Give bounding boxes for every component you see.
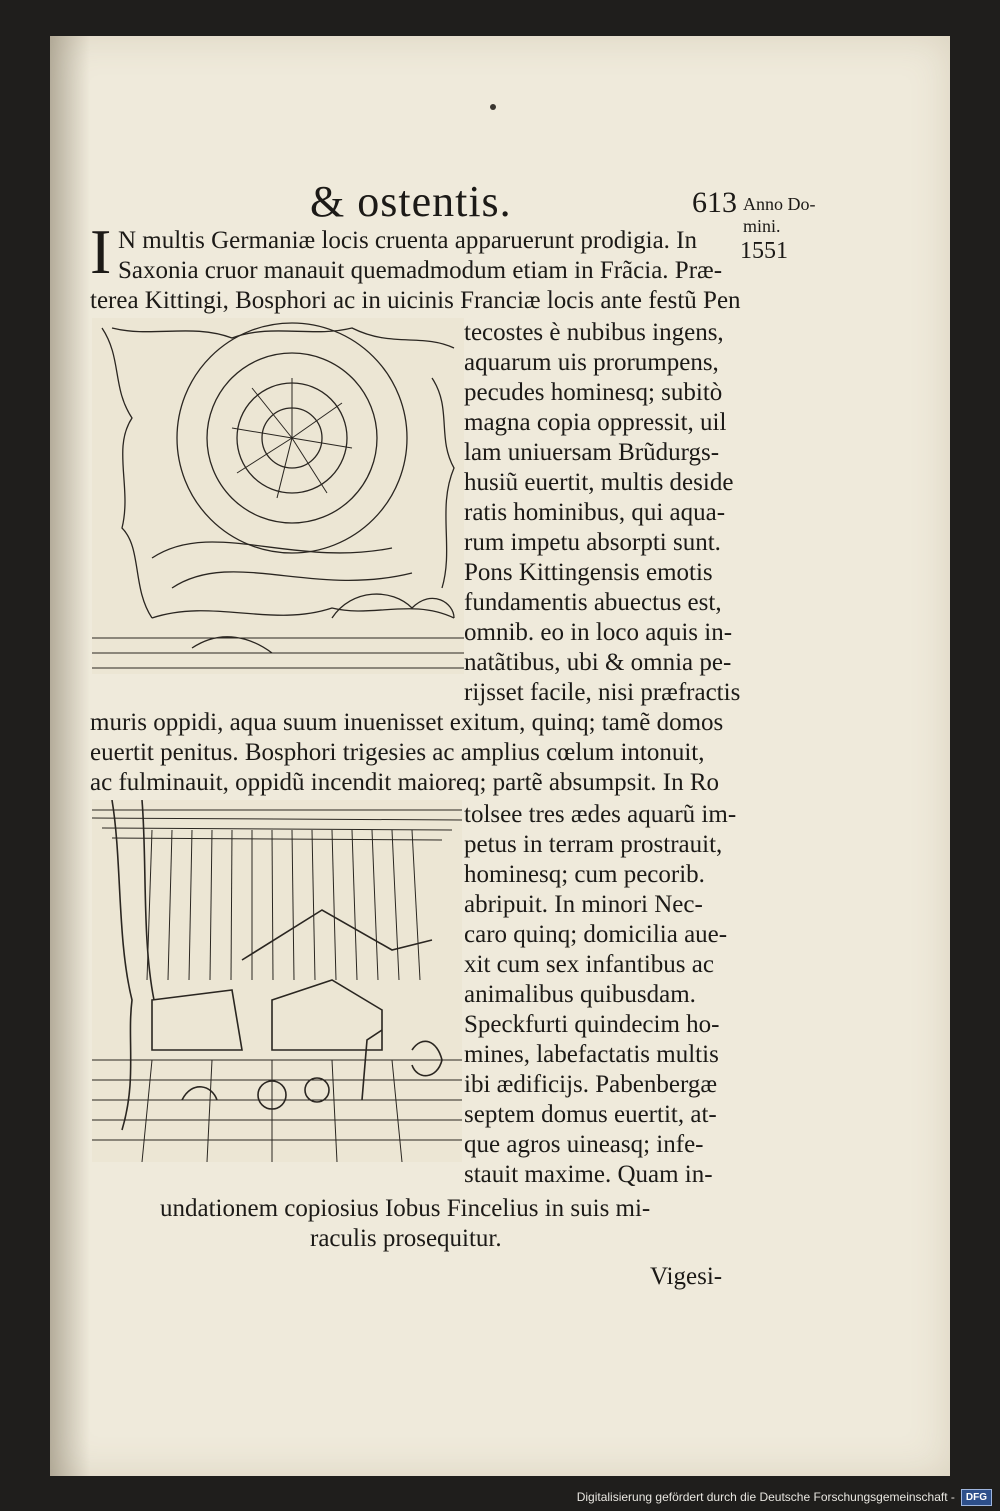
- text-line: pecudes hominesq; subitò: [464, 379, 723, 406]
- text-line: septem domus euertit, at-: [464, 1101, 717, 1128]
- text-line: muris oppidi, aqua suum inuenisset exitum, quinq; tamẽ domos: [90, 709, 724, 736]
- text-line: stauit maxime. Quam in-: [464, 1161, 713, 1188]
- text-line: N multis Germaniæ locis cruenta apparuerunt prodigia. In: [118, 227, 698, 254]
- text-line: ibi ædificijs. Pabenbergæ: [464, 1071, 717, 1098]
- text-line: abripuit. In minori Nec-: [464, 891, 703, 918]
- text-line: tolsee tres ædes aquarũ im-: [464, 801, 737, 828]
- page-fold-shadow: [50, 36, 90, 1476]
- text-line: magna copia oppressit, uil: [464, 409, 727, 436]
- text-line: Pons Kittingensis emotis: [464, 559, 713, 586]
- text-line: fundamentis abuectus est,: [464, 589, 722, 616]
- text-line: omnib. eo in loco aquis in-: [464, 619, 733, 646]
- digitization-footer: [569, 1483, 1000, 1511]
- text-line: hominesq; cum pecorib.: [464, 861, 705, 888]
- drop-cap: I: [90, 216, 112, 287]
- text-line: tecostes è nubibus ingens,: [464, 319, 724, 346]
- catchword: Vigesi-: [650, 1263, 723, 1290]
- text-line: raculis prosequitur.: [310, 1225, 502, 1252]
- running-title: & ostentis.: [310, 177, 512, 226]
- text-line: aquarum uis prorumpens,: [464, 349, 719, 376]
- margin-note-label: Anno Do-: [743, 194, 816, 214]
- folio-number: 613: [692, 186, 737, 219]
- text-line: terea Kittingi, Bosphori ac in uicinis Franciæ locis ante festũ Pen: [90, 287, 741, 314]
- text-line: rijsset facile, nisi præfractis: [464, 679, 741, 706]
- woodcut-flood-scene: [92, 800, 462, 1162]
- text-line: rum impetu absorpti sunt.: [464, 529, 721, 556]
- text-line: ac fulminauit, oppidũ incendit maioreq; partẽ absumpsit. In Ro: [90, 769, 720, 796]
- woodcut-sun-clouds: [92, 318, 464, 674]
- text-line: mines, labefactatis multis: [464, 1041, 719, 1068]
- dfg-logo: DFG: [961, 1489, 992, 1506]
- text-line: ratis hominibus, qui aqua-: [464, 499, 726, 526]
- text-line: Saxonia cruor manauit quemadmodum etiam in Frãcia. Præ-: [118, 257, 723, 284]
- text-line: animalibus quibusdam.: [464, 981, 696, 1008]
- text-line: que agros uineasq; infe-: [464, 1131, 704, 1158]
- text-line: caro quinq; domicilia aue-: [464, 921, 728, 948]
- text-line: petus in terram prostrauit,: [464, 831, 723, 858]
- text-line: lam uniuersam Brũdurgs-: [464, 439, 720, 466]
- margin-year: 1551: [740, 238, 788, 264]
- text-line: euertit penitus. Bosphori trigesies ac amplius cœlum intonuit,: [90, 739, 705, 766]
- text-line: Speckfurti quindecim ho-: [464, 1011, 720, 1038]
- text-line: husiũ euertit, multis deside: [464, 469, 734, 496]
- text-line: xit cum sex infantibus ac: [464, 951, 714, 978]
- ink-speck: [490, 104, 496, 110]
- text-line: undationem copiosius Iobus Fincelius in suis mi-: [160, 1195, 651, 1222]
- margin-note-label-2: mini.: [743, 216, 781, 236]
- footer-credit: Digitalisierung gefördert durch die Deutsche Forschungsgemeinschaft -: [576, 1490, 955, 1504]
- text-line: natãtibus, ubi & omnia pe-: [464, 649, 732, 676]
- book-page: [50, 36, 950, 1476]
